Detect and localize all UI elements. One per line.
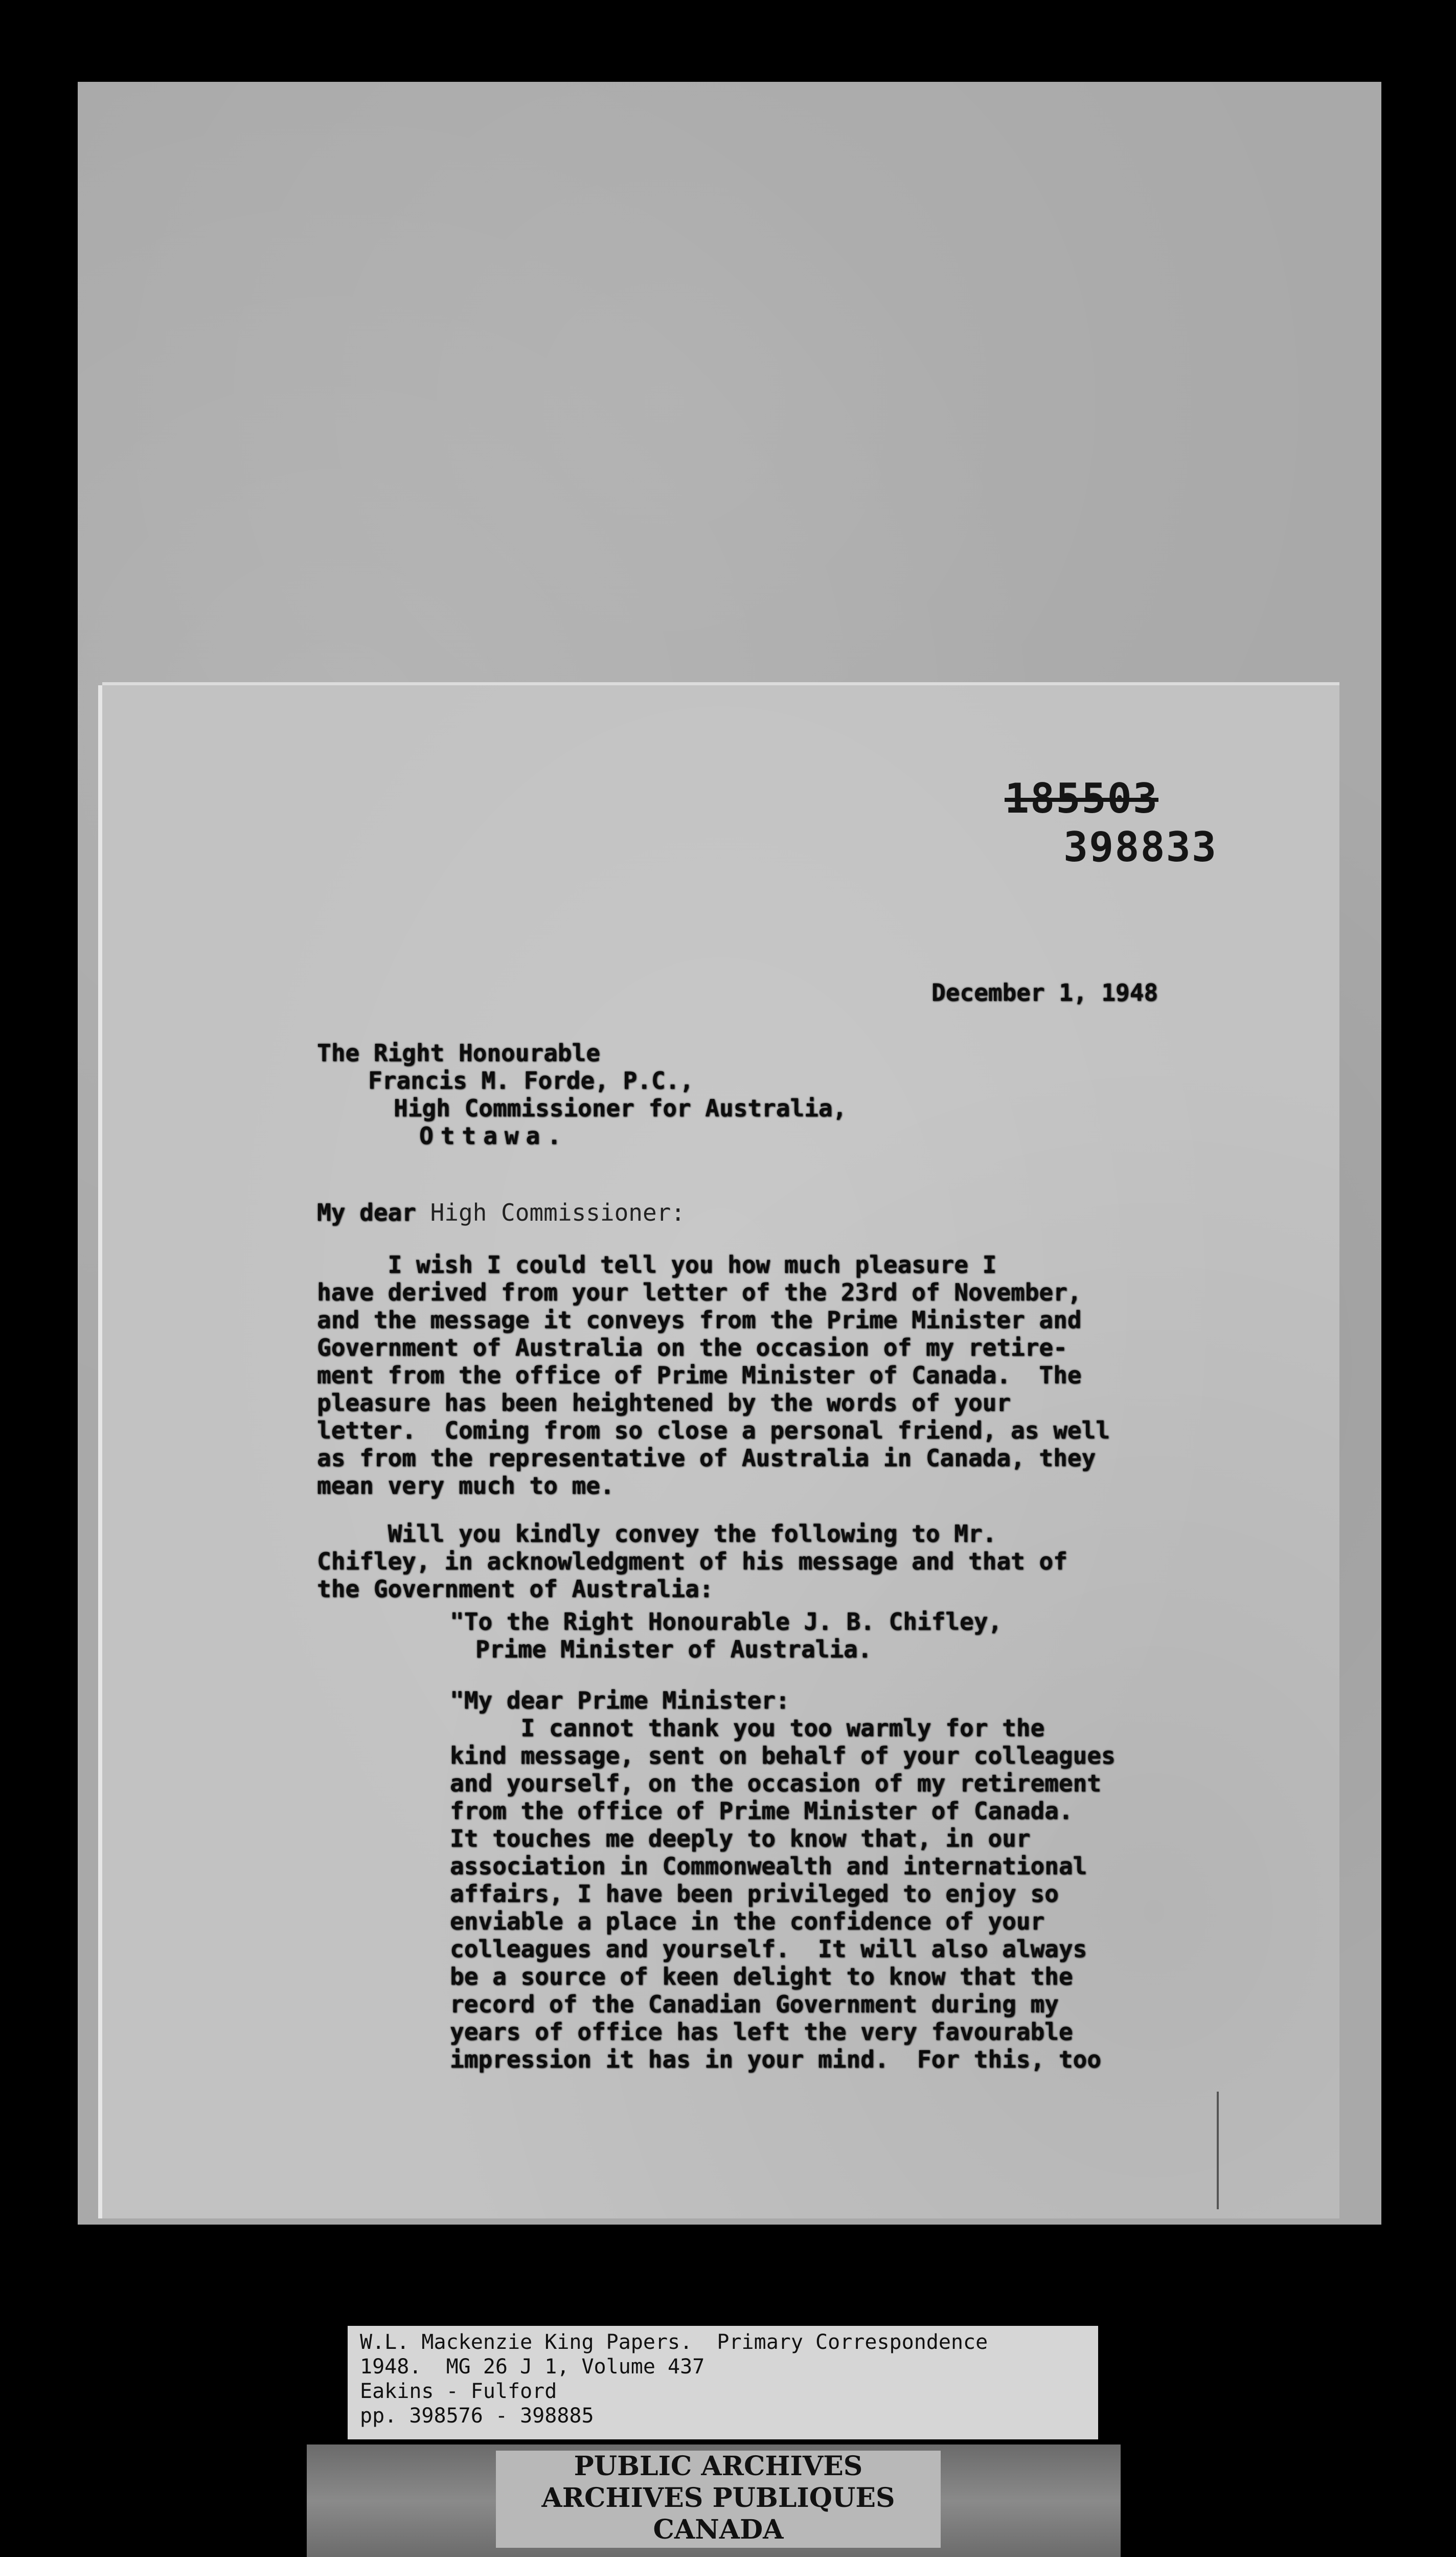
letter-date: December 1, 1948 (931, 979, 1158, 1006)
archives-line-3: CANADA (653, 2514, 784, 2545)
page-number-stamp: 398833 (1063, 823, 1217, 871)
salutation-bold: My dear (317, 1199, 416, 1226)
paragraph-1: I wish I could tell you how much pleasure I have derived from your letter of the 23rd of November, and the message it conveys from the Prime Minister and Government of Australia on the occasion of my retire- ment from the office of Prime Minister of Canada. The pleasure has been heightened by the words of your letter. Coming from so close a personal friend, as well as from the representative of Australia in Canada, they mean very much to me. (317, 1251, 1110, 1499)
letter-page (102, 685, 1339, 2218)
quote-body: "My dear Prime Minister: I cannot thank you too warmly for the kind message, sent on behalf of your colleagues and yourself, on the occasion of my retirement from the office of Prime Minister of Canada. It touches me deeply to know that, in our association in Commonwealth and international affairs, I have been privileged to enjoy so enviable a place in the confidence of your colleagues and yourself. It will also always be a source of keen delight to know that the record of the Canadian Government during my years of office has left the very favourable impression it has in your mind. For this, too (450, 1687, 1116, 2073)
salutation (317, 1199, 685, 1226)
archives-stamp-band (307, 2444, 1121, 2557)
scan-mark (1217, 2092, 1219, 2209)
address-line-4: Ottawa. (419, 1122, 568, 1150)
paragraph-2: Will you kindly convey the following to Mr. Chifley, in acknowledgment of his message and that of the Government of Australia: (317, 1520, 1067, 1603)
archives-line-2: ARCHIVES PUBLIQUES (541, 2482, 895, 2514)
address-line-3: High Commissioner for Australia, (394, 1094, 847, 1122)
archives-stamp (496, 2451, 941, 2548)
quote-addressee-title: Prime Minister of Australia. (475, 1635, 872, 1663)
quote-addressee: "To the Right Honourable J. B. Chifley, (450, 1608, 1003, 1635)
address-line-2: Francis M. Forde, P.C., (368, 1067, 694, 1094)
salutation-light: High Commissioner: (416, 1199, 686, 1226)
archives-line-1: PUBLIC ARCHIVES (574, 2451, 863, 2482)
old-page-number-stamp: 185503 (1005, 775, 1158, 822)
archive-reference-label: W.L. Mackenzie King Papers. Primary Correspondence 1948. MG 26 J 1, Volume 437 Eakins - Fulford pp. 398576 - 398885 (348, 2326, 1098, 2439)
address-line-1: The Right Honourable (317, 1039, 600, 1067)
